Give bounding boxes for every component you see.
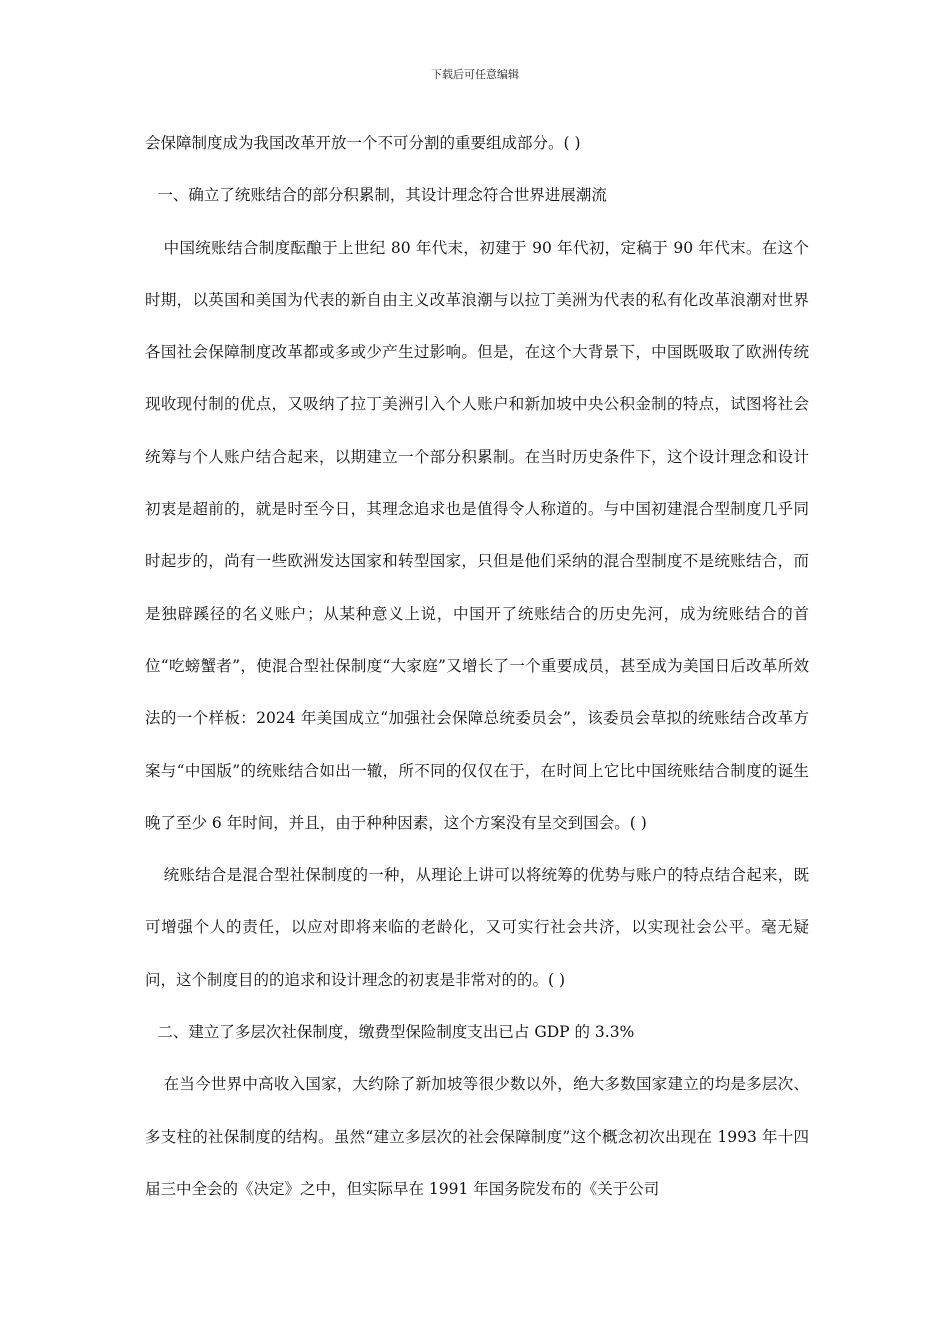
paragraph-body: 统账结合是混合型社保制度的一种，从理论上讲可以将统筹的优势与账户的特点结合起来，既可增强个人的责任，以应对即将来临的老龄化，又可实行社会共济，以实现社会公平。毫无疑问，这个制度目的的追求和设计理念的初衷是非常对的的。( ) <box>145 866 809 989</box>
paragraph-body: 在当今世界中高收入国家，大约除了新加坡等很少数以外，绝大多数国家建立的均是多层次、多支柱的社保制度的结构。虽然“建立多层次的社会保障制度”这个概念初次出现在 1993 年十四届三中全会的《决定》之中，但实际早在 1991 年国务院发布的《关于公司 <box>145 1075 809 1198</box>
paragraph-body: 中国统账结合制度酝酿于上世纪 80 年代末，初建于 90 年代初，定稿于 90 年代末。在这个时期，以英国和美国为代表的新自由主义改革浪潮与以拉丁美洲为代表的私有化改革浪潮对世界各国社会保障制度改革都或多或少产生过影响。但是，在这个大背景下，中国既吸取了欧洲传统现收现付制的优点，又吸纳了拉丁美洲引入个人账户和新加坡中央公积金制的特点，试图将社会统筹与个人账户结合起来，以期建立一个部分积累制。在当时历史条件下，这个设计理念和设计初衷是超前的，就是时至今日，其理念追求也是值得令人称道的。与中国初建混合型制度几乎同时起步的，尚有一些欧洲发达国家和转型国家，只但是他们采纳的混合型制度不是统账结合，而是独辟蹊径的名义账户；从某种意义上说，中国开了统账结合的历史先河，成为统账结合的首位“吃螃蟹者”，使混合型社保制度“大家庭”又增长了一个重要成员，甚至成为美国日后改革所效法的一个样板：2024 年美国成立“加强社会保障总统委员会”，该委员会草拟的统账结合改革方案与“中国版”的统账结合如出一辙，所不同的仅仅在于，在时间上它比中国统账结合制度的诞生晚了至少 6 年时间，并且，由于种种因素，这个方案没有呈交到国会。( ) <box>145 238 809 832</box>
paragraph-continuation: 会保障制度成为我国改革开放一个不可分割的重要组成部分。( ) <box>145 134 581 152</box>
document-body <box>145 117 809 1215</box>
section-heading-2: 二、建立了多层次社保制度，缴费型保险制度支出已占 GDP 的 3.3% <box>157 1023 635 1042</box>
header-note: 下载后可任意编辑 <box>431 68 519 81</box>
section-heading-1: 一、确立了统账结合的部分积累制，其设计理念符合世界进展潮流 <box>157 186 607 205</box>
